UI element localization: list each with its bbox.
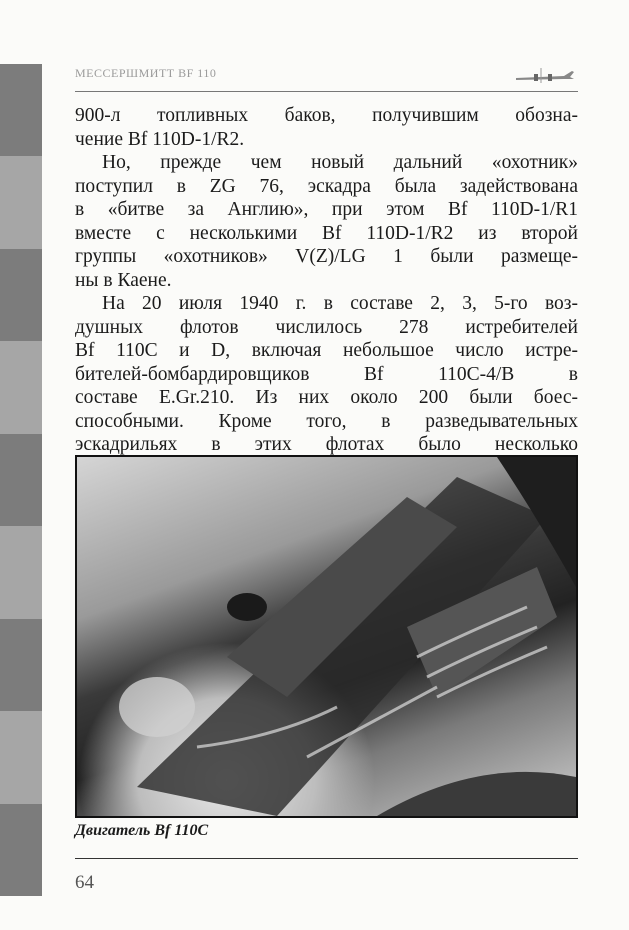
text-line: На 20 июля 1940 г. в составе 2, 3, 5-го воз- — [102, 293, 578, 314]
running-header-title: МЕССЕРШМИТТ BF 110 — [75, 66, 217, 80]
figure-caption: Двигатель Bf 110C — [75, 822, 209, 839]
text-line: эскадрильях в этих флотах было несколько — [75, 434, 578, 455]
aircraft-silhouette-icon — [514, 65, 576, 85]
text-line: способными. Кроме того, в разведывательных — [75, 410, 578, 432]
text-line: бителей-бомбардировщиков Bf 110C-4/B в — [75, 363, 578, 385]
text-line: группы «охотников» V(Z)/LG 1 были размеще- — [75, 246, 578, 267]
engine-photo-illustration — [77, 457, 576, 816]
running-header — [75, 63, 578, 92]
body-text — [75, 104, 578, 457]
text-line: Bf 110C и D, включая небольшое число истре- — [75, 340, 578, 361]
page-edge-tab-strip — [0, 64, 42, 896]
engine-photo — [75, 455, 578, 818]
text-line: чение Bf 110D-1/R2. — [75, 128, 245, 150]
page-number: 64 — [75, 872, 94, 893]
text-line: 900-л топливных баков, получившим обозна- — [75, 105, 578, 126]
text-line: составе E.Gr.210. Из них около 200 были боес- — [75, 387, 578, 408]
text-line: Но, прежде чем новый дальний «охотник» — [102, 152, 578, 173]
text-line: вместе с несколькими Bf 110D-1/R2 из второй — [75, 222, 578, 244]
footer-divider — [75, 858, 578, 859]
text-line: ны в Каене. — [75, 269, 172, 291]
text-line: душных флотов числилось 278 истребителей — [75, 316, 578, 338]
text-line: поступил в ZG 76, эскадра была задействована — [75, 175, 578, 197]
text-line: в «битве за Англию», при этом Bf 110D-1/R1 — [75, 199, 578, 220]
